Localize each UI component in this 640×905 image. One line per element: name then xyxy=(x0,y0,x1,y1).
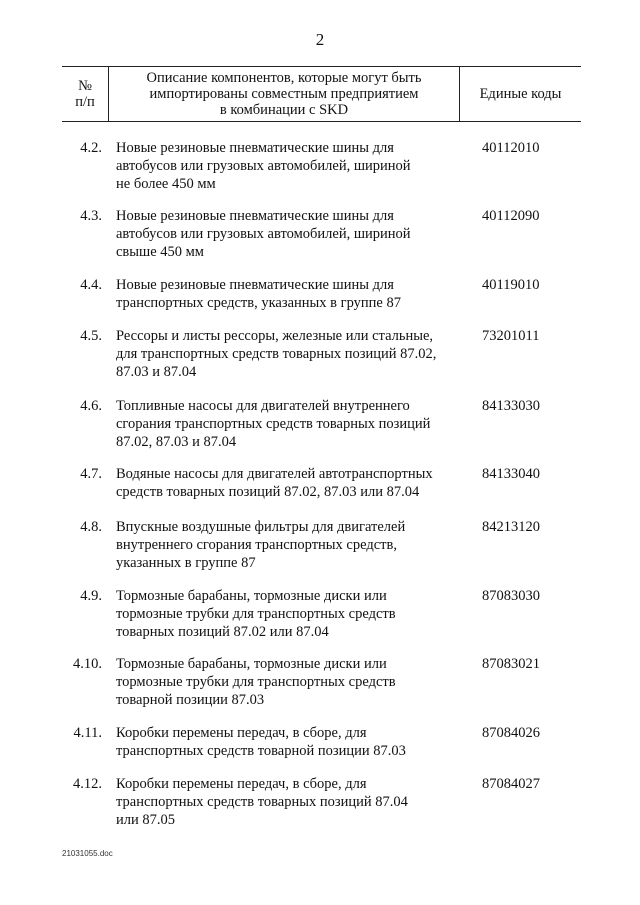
description-line: транспортных средств товарной позиции 87.03 xyxy=(116,743,406,759)
row-description xyxy=(116,327,466,381)
row-number: 4.9. xyxy=(80,588,102,604)
description-line: Впускные воздушные фильтры для двигателей xyxy=(116,519,406,535)
row-code: 73201011 xyxy=(482,328,540,344)
header-number-line1: № xyxy=(78,78,92,94)
row-number: 4.5. xyxy=(80,328,102,344)
row-description xyxy=(116,775,466,829)
description-line: свыше 450 мм xyxy=(116,244,204,260)
description-line: товарных позиций 87.02 или 87.04 xyxy=(116,624,329,640)
row-code: 40112090 xyxy=(482,208,540,224)
description-line: Новые резиновые пневматические шины для xyxy=(116,208,394,224)
description-line: или 87.05 xyxy=(116,812,176,828)
description-line: указанных в группе 87 xyxy=(116,555,256,571)
row-number: 4.11. xyxy=(73,725,102,741)
table-header xyxy=(62,66,581,122)
description-line: Рессоры и листы рессоры, железные или стальные, xyxy=(116,328,434,344)
page-number: 2 xyxy=(315,30,325,49)
row-description xyxy=(116,724,466,760)
description-line: товарной позиции 87.03 xyxy=(116,692,265,708)
row-description xyxy=(116,139,466,193)
description-line: автобусов или грузовых автомобилей, шириной xyxy=(116,158,411,174)
header-code-column: Единые коды xyxy=(479,86,562,102)
header-number-column xyxy=(62,67,109,121)
row-code: 87084027 xyxy=(482,776,540,792)
row-description xyxy=(116,397,466,451)
description-line: автобусов или грузовых автомобилей, шириной xyxy=(116,226,411,242)
row-description xyxy=(116,655,466,709)
row-description xyxy=(116,276,466,312)
row-number: 4.8. xyxy=(80,519,102,535)
document-filename: 21031055.doc xyxy=(62,849,113,858)
description-line: тормозные трубки для транспортных средств xyxy=(116,606,396,622)
row-description xyxy=(116,207,466,261)
row-number: 4.6. xyxy=(80,398,102,414)
description-line: не более 450 мм xyxy=(116,176,216,192)
row-code: 40119010 xyxy=(482,277,540,293)
row-code: 87083030 xyxy=(482,588,540,604)
row-code: 87083021 xyxy=(482,656,540,672)
row-code: 84133030 xyxy=(482,398,540,414)
description-line: транспортных средств товарных позиций 87.04 xyxy=(116,794,408,810)
description-line: Тормозные барабаны, тормозные диски или xyxy=(116,588,387,604)
description-line: Новые резиновые пневматические шины для xyxy=(116,277,394,293)
description-line: внутреннего сгорания транспортных средств, xyxy=(116,537,397,553)
description-line: для транспортных средств товарных позиций 87.02, xyxy=(116,346,437,362)
description-line: Новые резиновые пневматические шины для xyxy=(116,140,394,156)
row-number: 4.2. xyxy=(80,140,102,156)
header-number-line2: п/п xyxy=(75,94,95,110)
row-code: 40112010 xyxy=(482,140,540,156)
row-code: 84133040 xyxy=(482,466,540,482)
description-line: транспортных средств, указанных в группе 87 xyxy=(116,295,401,311)
row-code: 87084026 xyxy=(482,725,540,741)
header-description-line1: Описание компонентов, которые могут быть xyxy=(146,70,422,86)
header-description-line3: в комбинации с SKD xyxy=(219,102,349,118)
row-number: 4.12. xyxy=(73,776,102,792)
description-line: средств товарных позиций 87.02, 87.03 или 87.04 xyxy=(116,484,420,500)
row-number: 4.10. xyxy=(73,656,102,672)
description-line: 87.02, 87.03 и 87.04 xyxy=(116,434,237,450)
row-code: 84213120 xyxy=(482,519,540,535)
description-line: Топливные насосы для двигателей внутреннего xyxy=(116,398,410,414)
description-line: Коробки перемены передач, в сборе, для xyxy=(116,776,367,792)
row-description xyxy=(116,465,466,501)
description-line: 87.03 и 87.04 xyxy=(116,364,197,380)
description-line: Водяные насосы для двигателей автотранспортных xyxy=(116,466,433,482)
row-description xyxy=(116,587,466,641)
header-description-column xyxy=(109,67,460,121)
header-description-line2: импортированы совместным предприятием xyxy=(149,86,419,102)
description-line: сгорания транспортных средств товарных позиций xyxy=(116,416,431,432)
row-number: 4.4. xyxy=(80,277,102,293)
description-line: тормозные трубки для транспортных средств xyxy=(116,674,396,690)
row-number: 4.3. xyxy=(80,208,102,224)
description-line: Тормозные барабаны, тормозные диски или xyxy=(116,656,387,672)
row-number: 4.7. xyxy=(80,466,102,482)
description-line: Коробки перемены передач, в сборе, для xyxy=(116,725,367,741)
row-description xyxy=(116,518,466,572)
